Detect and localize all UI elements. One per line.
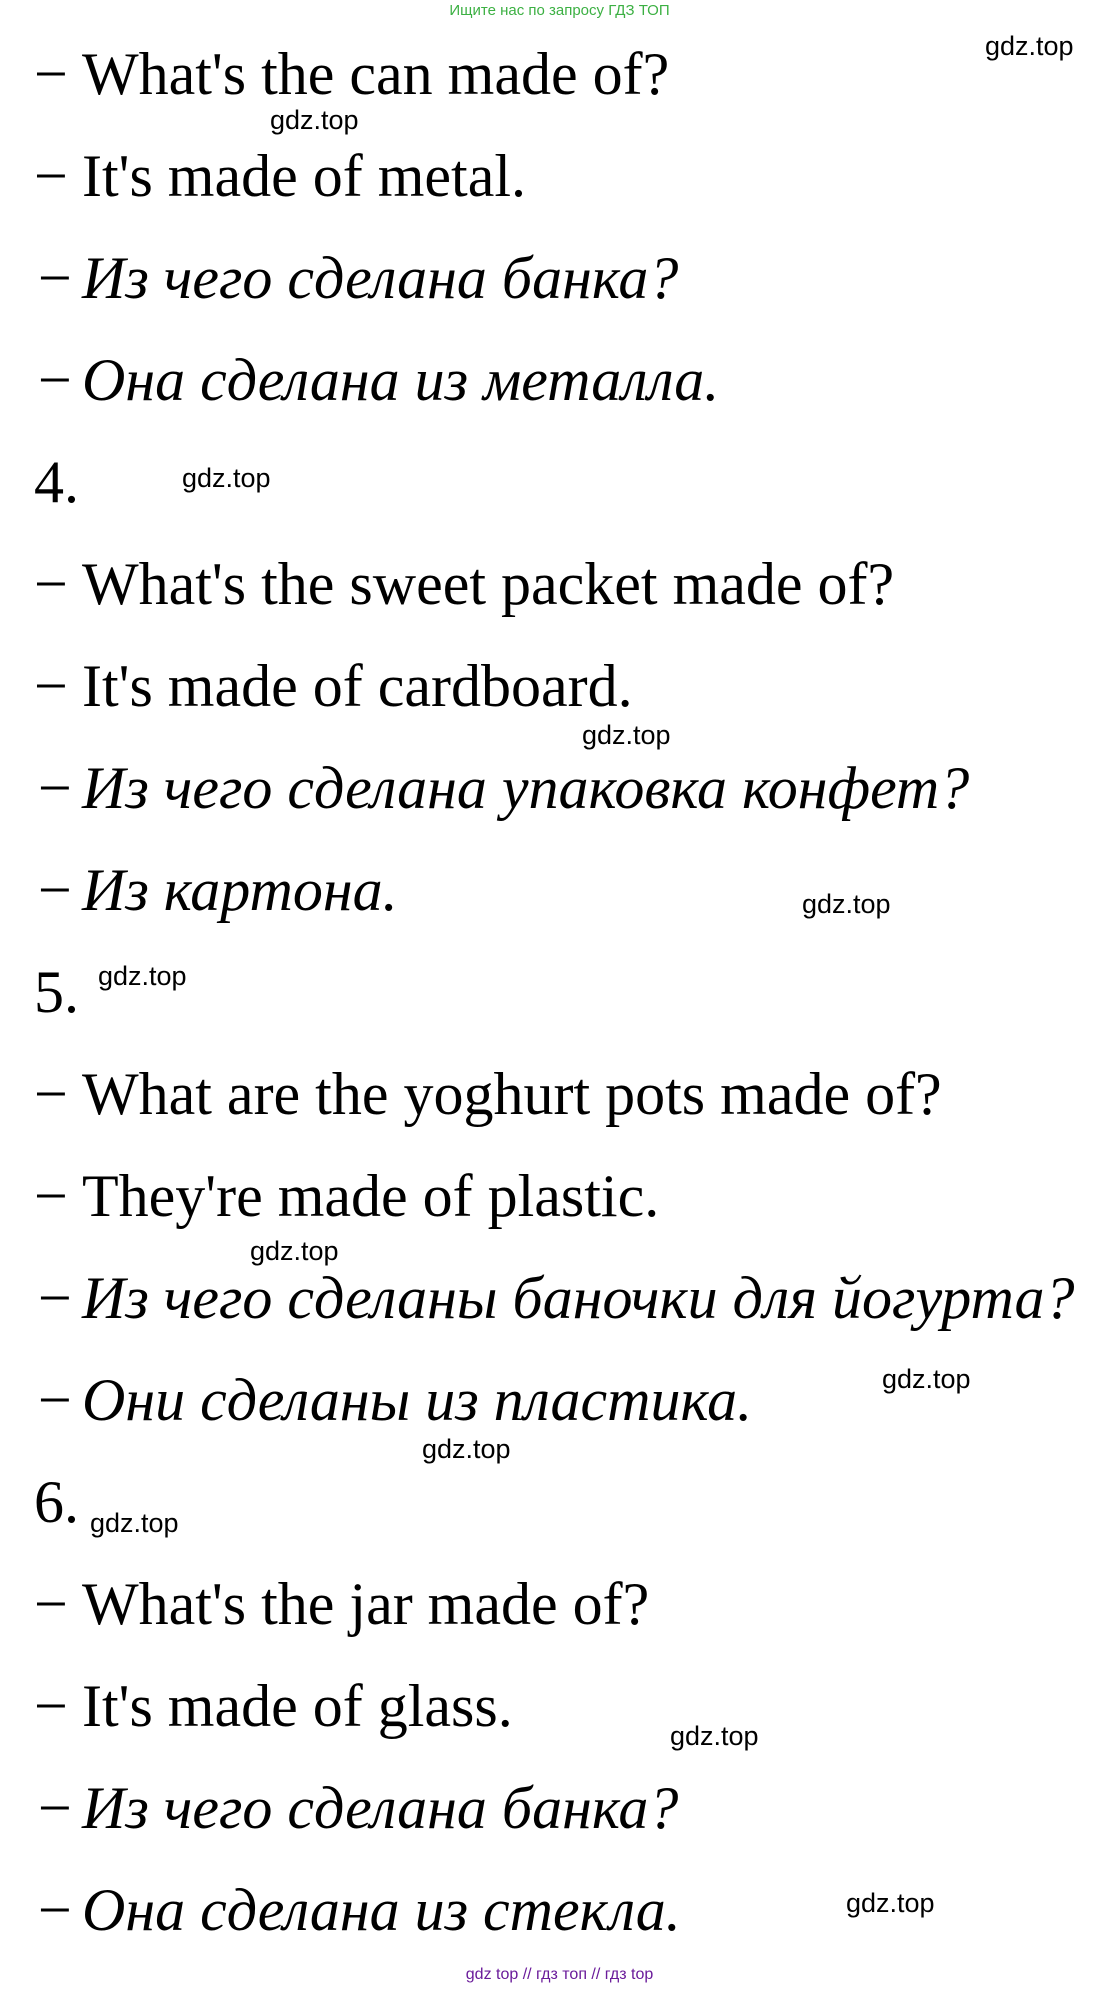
answer-text: It's made of glass. [82,1673,513,1739]
question-text: Из чего сделана упаковка конфет? [82,755,970,821]
dash: − [34,41,68,107]
russian-question [34,752,969,824]
dash: − [34,245,75,311]
question-text: Из чего сделана банка? [82,245,679,311]
dash: − [34,551,68,617]
answer-text: It's made of metal. [82,143,526,209]
watermark: gdz.top [98,961,187,991]
answer-text: Из картона. [82,857,398,923]
watermark: gdz.top [182,463,271,493]
dash: − [34,1265,75,1331]
watermark: gdz.top [90,1508,179,1538]
answer-text: Она сделана из стекла. [82,1877,681,1943]
question-text: What's the sweet packet made of? [82,551,895,617]
dash: − [34,653,68,719]
english-question [34,1058,942,1130]
watermark: gdz.top [670,1721,759,1751]
question-text: Из чего сделаны баночки для йогурта? [82,1265,1075,1331]
footer-links[interactable]: gdz top // гдз топ // гдз top [465,1966,654,1983]
russian-answer [34,854,398,926]
answer-text: They're made of plastic. [82,1163,660,1229]
russian-question [34,1262,1075,1334]
english-answer [34,1160,659,1232]
english-answer [34,650,633,722]
watermark: gdz.top [846,1888,935,1918]
watermark: gdz.top [985,31,1074,61]
watermark: gdz.top [270,105,359,135]
question-text: What's the can made of? [82,41,670,107]
english-question [34,1568,649,1640]
exercise-number: 4. [34,449,79,515]
watermark: gdz.top [250,1236,339,1266]
russian-question [34,1772,678,1844]
exercise-number: 6. [34,1469,79,1535]
dash: − [34,143,68,209]
answer-text: Они сделаны из пластика. [82,1367,753,1433]
question-text: What are the yoghurt pots made of? [82,1061,942,1127]
watermark: gdz.top [802,889,891,919]
english-answer [34,140,526,212]
answer-text: It's made of cardboard. [82,653,633,719]
top-banner[interactable]: Ищите нас по запросу ГДЗ ТОП [449,2,670,19]
dash: − [34,347,75,413]
question-text: Из чего сделана банка? [82,1775,679,1841]
dash: − [34,755,75,821]
dash: − [34,1061,68,1127]
russian-answer [34,1364,752,1436]
exercise-number: 5. [34,959,79,1025]
watermark: gdz.top [582,720,671,750]
dash: − [34,1571,68,1637]
dash: − [34,1775,75,1841]
english-answer [34,1670,513,1742]
answer-text: Она сделана из металла. [82,347,720,413]
english-question [34,38,669,110]
dash: − [34,1367,75,1433]
dash: − [34,1163,68,1229]
dash: − [34,857,75,923]
russian-answer [34,1874,681,1946]
watermark: gdz.top [882,1364,971,1394]
watermark: gdz.top [422,1434,511,1464]
russian-answer [34,344,719,416]
dash: − [34,1673,68,1739]
dash: − [34,1877,75,1943]
russian-question [34,242,678,314]
question-text: What's the jar made of? [82,1571,650,1637]
english-question [34,548,894,620]
